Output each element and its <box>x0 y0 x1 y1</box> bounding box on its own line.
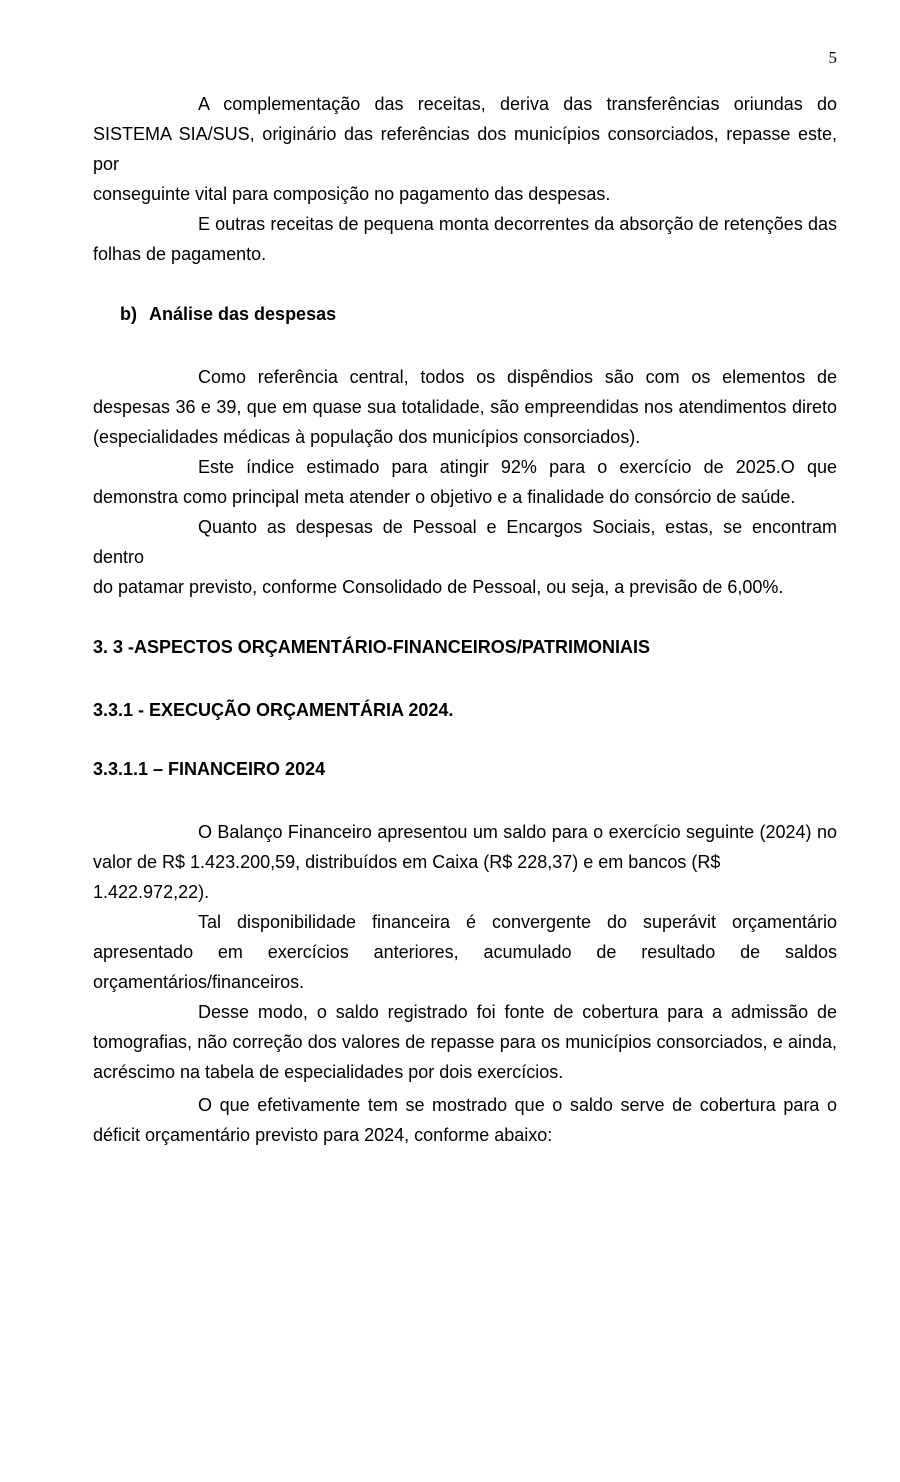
text-line: apresentado em exercícios anteriores, acumulado de resultado de saldos <box>93 942 837 962</box>
paragraph-outras-receitas <box>93 209 837 269</box>
paragraph-complementacao-receitas <box>93 89 837 209</box>
text-line: conseguinte vital para composição no pagamento das despesas. <box>93 184 611 204</box>
text-line: O que efetivamente tem se mostrado que o saldo serve de cobertura para o <box>198 1095 837 1115</box>
page-number: 5 <box>828 48 837 67</box>
text-line: folhas de pagamento. <box>93 244 267 264</box>
paragraph-indice-estimado <box>93 452 837 512</box>
paragraph-balanco-financeiro <box>93 817 837 907</box>
text-line: Como referência central, todos os dispêndios são com os elementos de <box>198 367 837 387</box>
paragraph-disponibilidade-financeira <box>93 907 837 997</box>
text-line: (especialidades médicas à população dos municípios consorciados). <box>93 427 641 447</box>
text-line: Quanto as despesas de Pessoal e Encargos Sociais, estas, se encontram dentro <box>93 517 837 567</box>
heading-item-label: b) <box>120 304 137 324</box>
paragraph-despesas-pessoal <box>93 512 837 602</box>
paragraph-referencia-central <box>93 362 837 452</box>
heading-item-title: Análise das despesas <box>149 304 337 324</box>
text-line: Este índice estimado para atingir 92% para o exercício de 2025.O que <box>198 457 837 477</box>
text-line: O Balanço Financeiro apresentou um saldo para o exercício seguinte (2024) no <box>198 822 837 842</box>
paragraph-saldo-cobertura <box>93 997 837 1087</box>
paragraph-deficit-orcamentario <box>93 1090 837 1150</box>
text-line: Tal disponibilidade financeira é convergente do superávit orçamentário <box>198 912 837 932</box>
text-line: acréscimo na tabela de especialidades por dois exercícios. <box>93 1062 564 1082</box>
heading-aspectos-orcamentario-financeiros: 3. 3 -ASPECTOS ORÇAMENTÁRIO-FINANCEIROS/PATRIMONIAIS <box>93 637 651 657</box>
heading-financeiro-2024: 3.3.1.1 – FINANCEIRO 2024 <box>93 759 326 779</box>
text-line: A complementação das receitas, deriva das transferências oriundas do <box>198 94 837 114</box>
text-line: demonstra como principal meta atender o objetivo e a finalidade do consórcio de saúde. <box>93 487 796 507</box>
heading-execucao-orcamentaria-2024: 3.3.1 - EXECUÇÃO ORÇAMENTÁRIA 2024. <box>93 700 454 720</box>
text-line: Desse modo, o saldo registrado foi fonte de cobertura para a admissão de <box>198 1002 837 1022</box>
text-line: orçamentários/financeiros. <box>93 972 305 992</box>
text-line: despesas 36 e 39, que em quase sua totalidade, são empreendidas nos atendimentos direto <box>93 397 837 417</box>
heading-analise-das-despesas <box>120 299 837 329</box>
text-line: SISTEMA SIA/SUS, originário das referências dos municípios consorciados, repasse este, por <box>93 124 837 174</box>
text-line: do patamar previsto, conforme Consolidado de Pessoal, ou seja, a previsão de 6,00%. <box>93 577 784 597</box>
text-line: tomografias, não correção dos valores de repasse para os municípios consorciados, e ainda, <box>93 1032 837 1052</box>
text-line: déficit orçamentário previsto para 2024, conforme abaixo: <box>93 1125 553 1145</box>
text-line: E outras receitas de pequena monta decorrentes da absorção de retenções das <box>198 214 837 234</box>
text-line: valor de R$ 1.423.200,59, distribuídos em Caixa (R$ 228,37) e em bancos (R$ 1.422.972,22). <box>93 852 721 902</box>
